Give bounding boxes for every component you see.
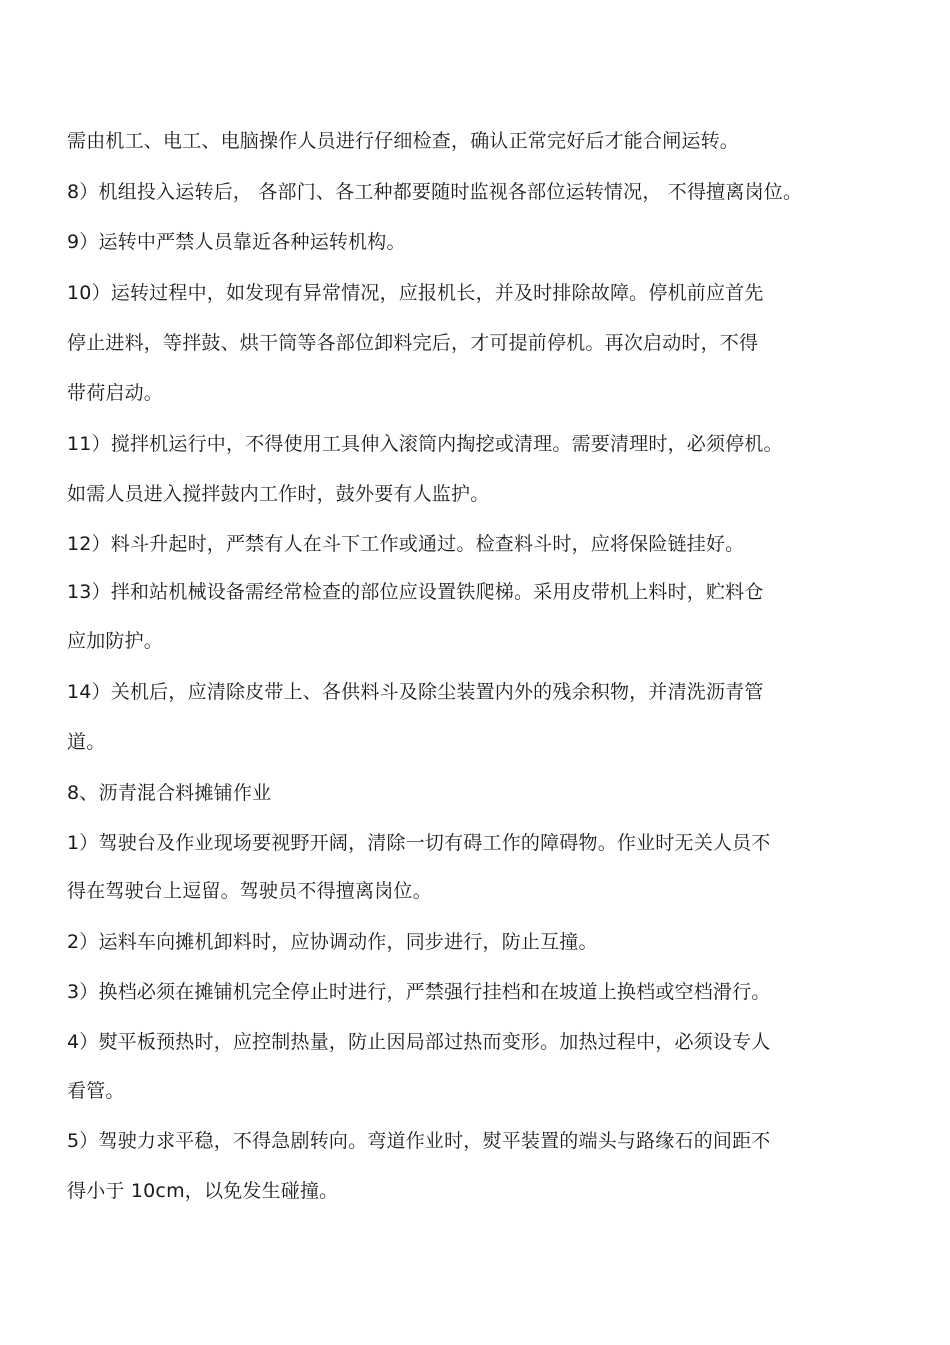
text-line: 停止进料，等拌鼓、烘干筒等各部位卸料完后，才可提前停机。再次启动时，不得: [67, 332, 759, 354]
text-line: 11）搅拌机运行中，不得使用工具伸入滚筒内掏挖或清理。需要清理时，必须停机。: [67, 433, 783, 455]
text-line: 3）换档必须在摊铺机完全停止时进行，严禁强行挂档和在坡道上换档或空档滑行。: [67, 981, 771, 1003]
text-line: 带荷启动。: [67, 382, 164, 404]
text-line: 得小于 10cm，以免发生碰撞。: [67, 1180, 339, 1202]
text-line: 道。: [67, 731, 106, 753]
text-line: 10）运转过程中，如发现有异常情况，应报机长，并及时排除故障。停机前应首先: [67, 282, 764, 304]
text-line: 8）机组投入运转后， 各部门、各工种都要随时监视各部位运转情况， 不得擅离岗位。: [67, 181, 803, 203]
text-line: 看管。: [67, 1080, 125, 1102]
text-line: 得在驾驶台上逗留。驾驶员不得擅离岗位。: [67, 880, 432, 902]
text-line: 如需人员进入搅拌鼓内工作时，鼓外要有人监护。: [67, 483, 490, 505]
section-heading: 8、沥青混合料摊铺作业: [67, 782, 272, 804]
text-line: 9）运转中严禁人员靠近各种运转机构。: [67, 231, 406, 253]
text-line: 需由机工、电工、电脑操作人员进行仔细检查，确认正常完好后才能合闸运转。: [67, 130, 740, 152]
text-line: 13）拌和站机械设备需经常检查的部位应设置铁爬梯。采用皮带机上料时，贮料仓: [67, 581, 764, 603]
text-line: 2）运料车向摊机卸料时，应协调动作，同步进行，防止互撞。: [67, 931, 598, 953]
text-line: 14）关机后，应清除皮带上、各供料斗及除尘装置内外的残余积物，并清洗沥青管: [67, 681, 764, 703]
text-line: 应加防护。: [67, 630, 164, 652]
text-line: 12）料斗升起时，严禁有人在斗下工作或通过。检查料斗时，应将保险链挂好。: [67, 533, 745, 555]
text-line: 5）驾驶力求平稳，不得急剧转向。弯道作业时，熨平装置的端头与路缘石的间距不: [67, 1130, 771, 1152]
text-line: 1）驾驶台及作业现场要视野开阔，清除一切有碍工作的障碍物。作业时无关人员不: [67, 832, 771, 854]
text-line: 4）熨平板预热时，应控制热量，防止因局部过热而变形。加热过程中，必须设专人: [67, 1031, 771, 1053]
